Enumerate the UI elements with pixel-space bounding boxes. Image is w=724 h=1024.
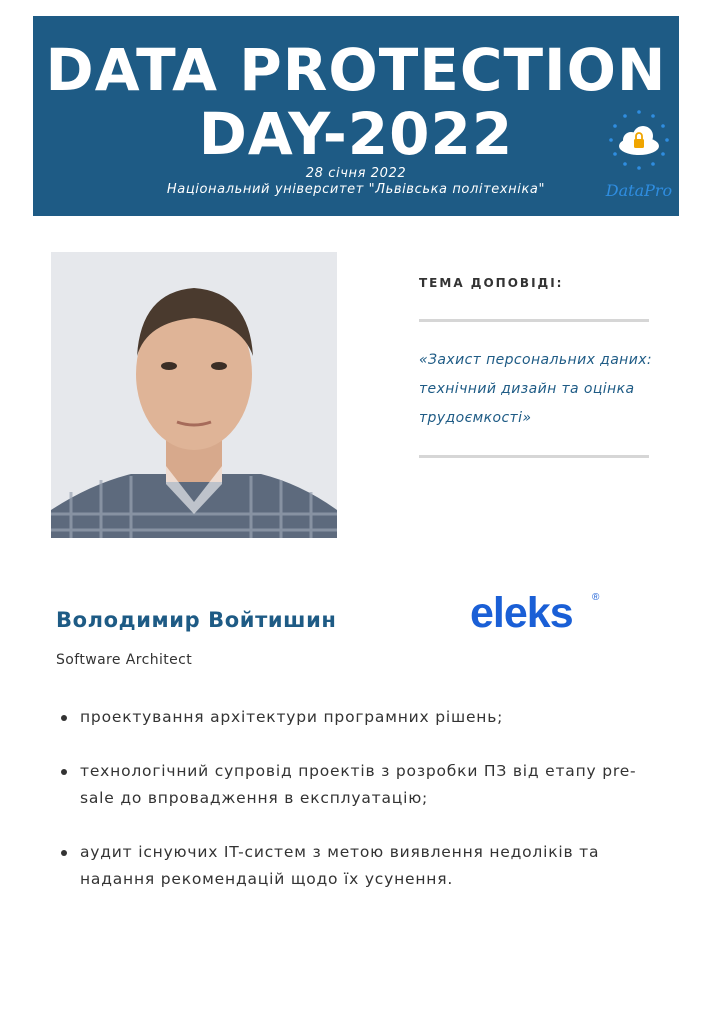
speaker-role: Software Architect bbox=[56, 652, 193, 668]
list-item: аудит існуючих IT-систем з метою виявлення недоліків та надання рекомендацій щодо їх усунення. bbox=[56, 839, 656, 893]
divider-bottom bbox=[419, 455, 649, 458]
list-item: проектування архітектури програмних рішень; bbox=[56, 704, 656, 731]
event-date: 28 січня 2022 bbox=[305, 166, 407, 181]
event-title-line-1: DATA PROTECTION bbox=[45, 36, 667, 104]
topic-heading: ТЕМА ДОПОВІДІ: bbox=[419, 276, 564, 290]
cloud-lock-icon bbox=[619, 126, 659, 155]
topic-text: «Захист персональних даних: технічний дизайн та оцінка трудоємкості» bbox=[419, 352, 653, 426]
datapro-logo bbox=[603, 108, 675, 208]
duties-list bbox=[56, 704, 656, 920]
datapro-logo-text: DataPro bbox=[605, 181, 673, 200]
speaker-photo bbox=[51, 252, 337, 538]
registered-mark-icon: ® bbox=[592, 592, 600, 603]
event-meta bbox=[33, 166, 679, 198]
event-title bbox=[33, 38, 679, 166]
event-header bbox=[33, 16, 679, 216]
list-item: технологічний супровід проектів з розробки ПЗ від етапу pre-sale до впровадження в експлуатацію; bbox=[56, 758, 656, 812]
event-title-line-2: DAY-2022 bbox=[198, 100, 514, 168]
event-venue: Національний університет "Львівська політехніка" bbox=[166, 182, 546, 197]
company-logo: eleks bbox=[470, 589, 573, 637]
speaker-name: Володимир Войтишин bbox=[56, 608, 337, 632]
divider-top bbox=[419, 319, 649, 322]
